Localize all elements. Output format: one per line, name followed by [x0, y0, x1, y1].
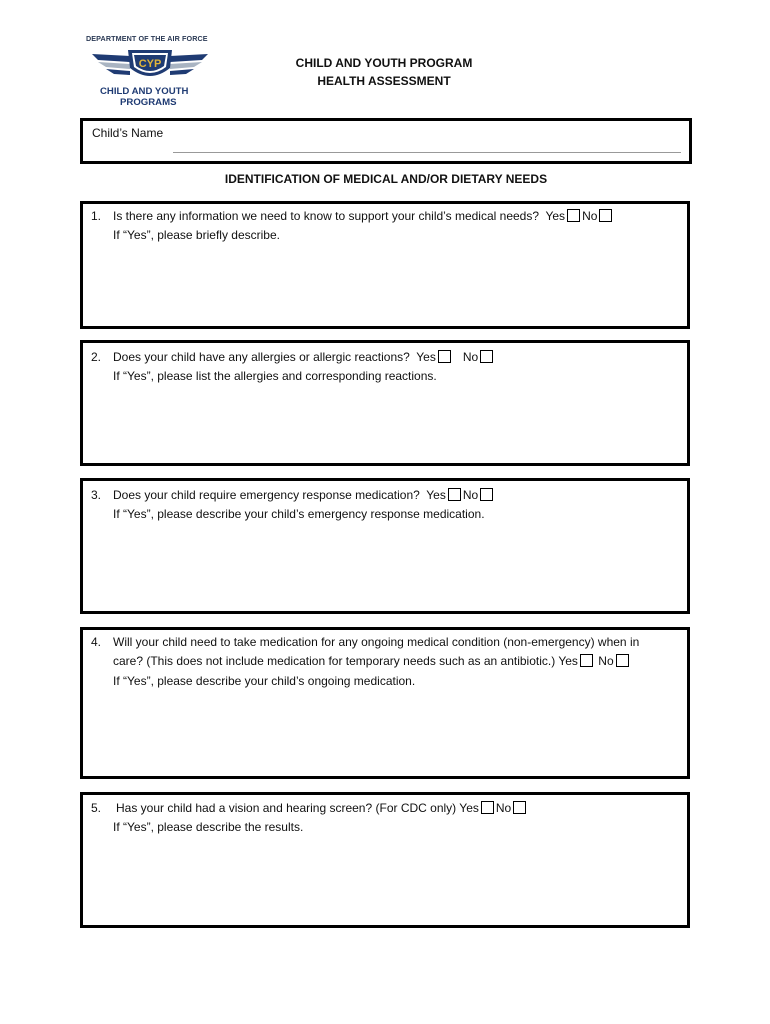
no-label: No	[495, 801, 512, 815]
question-number: 5.	[91, 801, 102, 815]
document-title-line1: CHILD AND YOUTH PROGRAM	[295, 56, 473, 70]
yes-label: Yes	[416, 350, 436, 364]
question-1-box[interactable]	[80, 201, 690, 329]
cyp-wings-logo-icon	[84, 44, 216, 86]
question-2-no-checkbox[interactable]	[480, 350, 493, 363]
question-followup: If “Yes”, please describe the results.	[113, 820, 304, 834]
question-text-line2: care? (This does not include medication for temporary needs such as an antibiotic.)	[113, 654, 556, 668]
logo-department-text: DEPARTMENT OF THE AIR FORCE	[86, 34, 208, 43]
child-name-label: Child’s Name	[92, 126, 164, 140]
logo-line1-text: CHILD AND YOUTH	[100, 86, 189, 97]
child-name-field[interactable]	[173, 152, 681, 153]
question-3-no-checkbox[interactable]	[480, 488, 493, 501]
question-followup: If “Yes”, please describe your child’s emergency response medication.	[113, 507, 485, 521]
question-4-yes-checkbox[interactable]	[580, 654, 593, 667]
question-4-box[interactable]	[80, 627, 690, 779]
question-number: 1.	[91, 209, 102, 223]
question-5-box[interactable]	[80, 792, 690, 928]
question-text: Is there any information we need to know to support your child’s medical needs?	[113, 209, 540, 223]
question-text-line1: Will your child need to take medication for any ongoing medical condition (non-emergency) when in	[113, 635, 640, 649]
no-label: No	[598, 654, 614, 668]
question-followup: If “Yes”, please describe your child’s ongoing medication.	[113, 674, 416, 688]
yes-label: Yes	[545, 209, 566, 223]
yes-label: Yes	[459, 801, 479, 815]
question-4-text-line2	[113, 654, 631, 668]
question-text: Does your child require emergency response medication?	[113, 488, 420, 502]
yes-label: Yes	[558, 654, 578, 668]
question-3-text	[113, 488, 495, 502]
document-title-line2: HEALTH ASSESSMENT	[317, 74, 451, 88]
question-number: 3.	[91, 488, 102, 502]
question-1-no-checkbox[interactable]	[599, 209, 612, 222]
question-4-no-checkbox[interactable]	[616, 654, 629, 667]
question-1-yes-checkbox[interactable]	[567, 209, 580, 222]
question-text: Does your child have any allergies or allergic reactions?	[113, 350, 410, 364]
no-label: No	[462, 488, 479, 502]
question-5-no-checkbox[interactable]	[513, 801, 526, 814]
question-2-text	[113, 350, 495, 364]
question-2-yes-checkbox[interactable]	[438, 350, 451, 363]
section-heading: IDENTIFICATION OF MEDICAL AND/OR DIETARY NEEDS	[224, 172, 548, 186]
question-number: 4.	[91, 635, 102, 649]
no-label: No	[462, 350, 479, 364]
cyp-logo	[84, 34, 216, 108]
question-text: Has your child had a vision and hearing screen? (For CDC only)	[116, 801, 457, 815]
question-5-yes-checkbox[interactable]	[481, 801, 494, 814]
no-label: No	[582, 209, 598, 223]
question-number: 2.	[91, 350, 102, 364]
question-3-yes-checkbox[interactable]	[448, 488, 461, 501]
question-5-text	[116, 801, 528, 815]
question-followup: If “Yes”, please list the allergies and corresponding reactions.	[113, 369, 437, 383]
yes-label: Yes	[426, 488, 446, 502]
question-1-text	[113, 209, 614, 223]
logo-badge-text: CYP	[138, 58, 162, 70]
question-2-box[interactable]	[80, 340, 690, 466]
logo-line2-text: PROGRAMS	[120, 97, 177, 108]
question-followup: If “Yes”, please briefly describe.	[113, 228, 280, 242]
question-3-box[interactable]	[80, 478, 690, 614]
child-name-box	[80, 118, 692, 164]
